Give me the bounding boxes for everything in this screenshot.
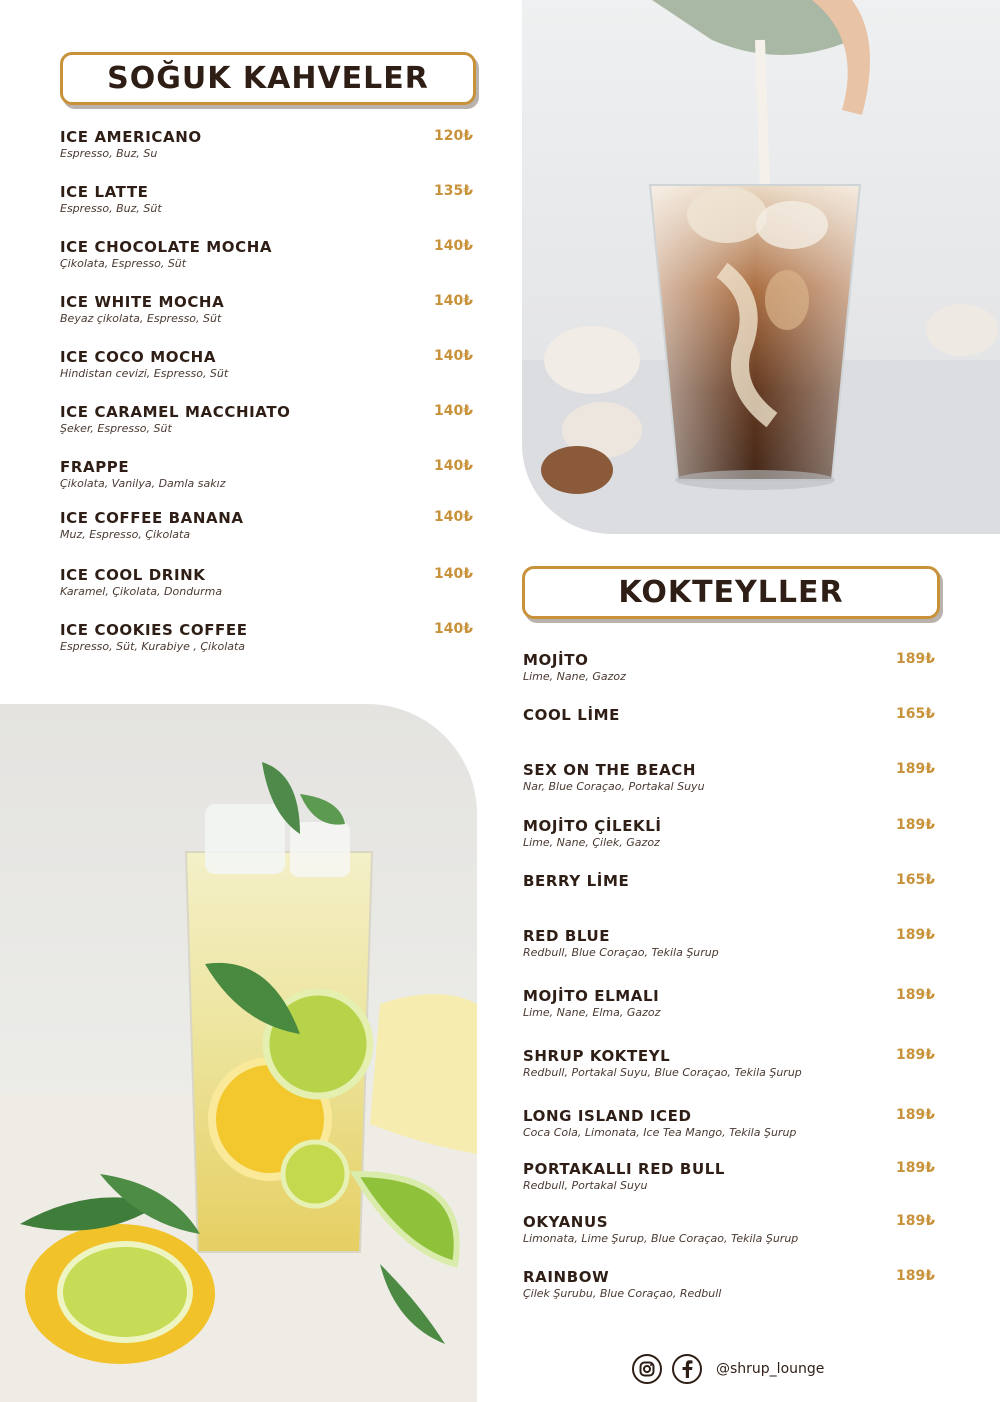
lemonade-illustration	[0, 704, 477, 1402]
menu-item-description: Beyaz çikolata, Espresso, Süt	[60, 312, 222, 325]
cocktails-title: KOKTEYLLER	[522, 566, 940, 619]
iced-coffee-illustration	[522, 0, 1000, 534]
menu-item-name: MOJİTO ELMALI	[523, 987, 660, 1005]
menu-item-price: 189₺	[896, 651, 935, 667]
menu-item-price: 140₺	[434, 566, 473, 582]
menu-item-price: 135₺	[434, 183, 473, 199]
menu-item-description: Coca Cola, Limonata, Ice Tea Mango, Tekila Şurup	[523, 1126, 797, 1139]
social-footer	[632, 1352, 824, 1386]
menu-item-price: 140₺	[434, 348, 473, 364]
menu-item-price: 189₺	[896, 1160, 935, 1176]
social-handle[interactable]: @shrup_lounge	[716, 1361, 825, 1377]
menu-item-description: Çikolata, Vanilya, Damla sakız	[60, 477, 226, 490]
menu-item-price: 189₺	[896, 1107, 935, 1123]
menu-item-description: Espresso, Buz, Su	[60, 147, 158, 160]
menu-item-description: Limonata, Lime Şurup, Blue Coraçao, Tekila Şurup	[523, 1232, 799, 1245]
menu-item-name: ICE AMERICANO	[60, 128, 202, 146]
menu-item-name: RED BLUE	[523, 927, 611, 945]
menu-item-name: BERRY LİME	[523, 872, 630, 890]
menu-item-description: Nar, Blue Coraçao, Portakal Suyu	[523, 780, 705, 793]
cold-coffees-title: SOĞUK KAHVELER	[60, 52, 476, 105]
menu-item-name: OKYANUS	[523, 1213, 609, 1231]
menu-item-name: FRAPPE	[60, 458, 130, 476]
iced-coffee-photo	[522, 0, 1000, 534]
menu-item-name: ICE COOL DRINK	[60, 566, 206, 584]
menu-item-description: Redbull, Blue Coraçao, Tekila Şurup	[523, 946, 719, 959]
menu-item-price: 189₺	[896, 987, 935, 1003]
menu-item-name: ICE WHITE MOCHA	[60, 293, 225, 311]
menu-item-description: Karamel, Çikolata, Dondurma	[60, 585, 223, 598]
instagram-icon[interactable]	[632, 1354, 662, 1384]
menu-item-name: ICE COFFEE BANANA	[60, 509, 244, 527]
menu-item-description: Espresso, Buz, Süt	[60, 202, 162, 215]
menu-item-description: Lime, Nane, Çilek, Gazoz	[523, 836, 660, 849]
menu-item-price: 140₺	[434, 238, 473, 254]
menu-item-price: 189₺	[896, 927, 935, 943]
menu-item-name: ICE CARAMEL MACCHIATO	[60, 403, 291, 421]
menu-item-description: Muz, Espresso, Çikolata	[60, 528, 191, 541]
menu-item-description: Hindistan cevizi, Espresso, Süt	[60, 367, 229, 380]
menu-item-name: SHRUP KOKTEYL	[523, 1047, 671, 1065]
menu-item-name: SEX ON THE BEACH	[523, 761, 697, 779]
menu-item-description: Çikolata, Espresso, Süt	[60, 257, 187, 270]
menu-item-name: LONG ISLAND ICED	[523, 1107, 692, 1125]
menu-item-description: Şeker, Espresso, Süt	[60, 422, 172, 435]
facebook-icon[interactable]	[672, 1354, 702, 1384]
menu-item-description: Redbull, Portakal Suyu, Blue Coraçao, Tekila Şurup	[523, 1066, 802, 1079]
menu-item-price: 165₺	[896, 872, 935, 888]
menu-item-name: ICE LATTE	[60, 183, 149, 201]
lemonade-photo	[0, 704, 477, 1402]
menu-item-price: 189₺	[896, 761, 935, 777]
menu-item-price: 140₺	[434, 293, 473, 309]
menu-item-price: 140₺	[434, 458, 473, 474]
menu-item-price: 140₺	[434, 621, 473, 637]
menu-item-name: COOL LİME	[523, 706, 621, 724]
menu-item-price: 189₺	[896, 1268, 935, 1284]
menu-item-price: 189₺	[896, 1047, 935, 1063]
menu-item-price: 189₺	[896, 817, 935, 833]
menu-item-description: Redbull, Portakal Suyu	[523, 1179, 648, 1192]
menu-item-description: Lime, Nane, Gazoz	[523, 670, 626, 683]
menu-item-price: 140₺	[434, 509, 473, 525]
menu-item-name: ICE CHOCOLATE MOCHA	[60, 238, 273, 256]
menu-item-name: ICE COOKIES COFFEE	[60, 621, 248, 639]
menu-item-description: Espresso, Süt, Kurabiye , Çikolata	[60, 640, 246, 653]
menu-item-name: MOJİTO	[523, 651, 589, 669]
menu-item-price: 189₺	[896, 1213, 935, 1229]
menu-item-name: ICE COCO MOCHA	[60, 348, 217, 366]
menu-item-description: Lime, Nane, Elma, Gazoz	[523, 1006, 661, 1019]
menu-item-name: RAINBOW	[523, 1268, 610, 1286]
menu-item-price: 120₺	[434, 128, 473, 144]
menu-item-name: MOJİTO ÇİLEKLİ	[523, 817, 662, 835]
menu-item-price: 140₺	[434, 403, 473, 419]
menu-item-name: PORTAKALLI RED BULL	[523, 1160, 726, 1178]
menu-item-description: Çilek Şurubu, Blue Coraçao, Redbull	[523, 1287, 722, 1300]
menu-item-price: 165₺	[896, 706, 935, 722]
